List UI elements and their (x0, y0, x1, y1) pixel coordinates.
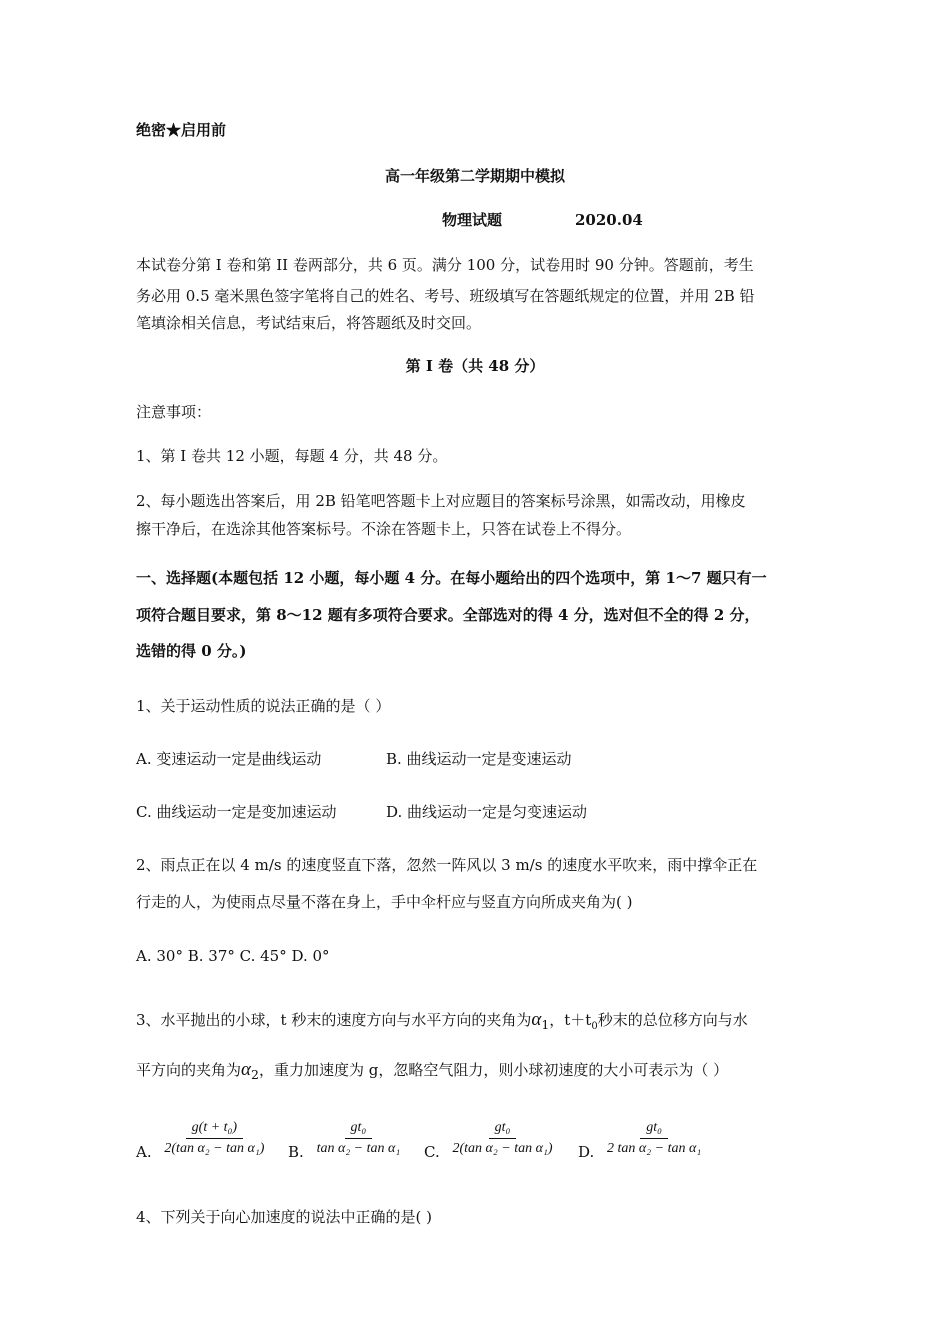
t0-subscript: 0 (591, 1021, 598, 1032)
q3-line-1 (136, 1010, 748, 1037)
intro-line-2: 务必用 0.5 毫米黑色签字笔将自己的姓名、考号、班级填写在答题纸规定的位置，并用 2B 铅 (136, 287, 755, 305)
q1-option-c: C. 曲线运动一定是变加速运动 (136, 803, 337, 821)
exam-title: 高一年级第二学期期中模拟 (384, 167, 565, 185)
note-item-2-line-2: 擦干净后，在选涂其他答案标号。不涂在答题卡上，只答在试卷上不得分。 (136, 520, 632, 538)
intro-line-1: 本试卷分第 I 卷和第 II 卷两部分，共 6 页。满分 100 分，试卷用时 90 分钟。答题前，考生 (136, 256, 754, 274)
q3-option-b (288, 1120, 406, 1161)
q3-line-2-a: 平方向的夹角为 (136, 1061, 242, 1079)
q1-option-d: D. 曲线运动一定是匀变速运动 (386, 803, 588, 821)
note-item-1: 1、第 I 卷共 12 小题，每题 4 分，共 48 分。 (136, 447, 448, 465)
q3-option-b-label: B. (288, 1142, 304, 1161)
q3-line-1-a: 3、水平抛出的小球，t 秒末的速度方向与水平方向的夹角为 (136, 1011, 532, 1029)
q3-line-2 (136, 1060, 728, 1085)
q3-option-a (136, 1120, 270, 1161)
q2-line-2: 行走的人，为使雨点尽量不落在身上，手中伞杆应与竖直方向所成夹角为( ) (136, 893, 633, 911)
q1-option-b: B. 曲线运动一定是变速运动 (386, 750, 572, 768)
q3-line-2-b: ，重力加速度为 g，忽略空气阻力，则小球初速度的大小可表示为（ ） (258, 1061, 729, 1079)
q1-option-a: A. 变速运动一定是曲线运动 (136, 750, 322, 768)
q3-option-a-fraction (158, 1120, 270, 1157)
q3-option-c-label: C. (424, 1142, 440, 1161)
q3-option-d-num: gt₀ (640, 1120, 668, 1139)
alpha2-symbol: α (241, 1059, 251, 1080)
q3-option-c-den: 2(tan α₂ − tan α₁) (452, 1141, 553, 1156)
q3-option-b-den: tan α₂ − tan α₁ (316, 1141, 401, 1156)
note-item-2-line-1: 2、每小题选出答案后，用 2B 铅笔吧答题卡上对应题目的答案标号涂黑，如需改动，用橡皮 (136, 492, 746, 510)
alpha1-symbol: α (531, 1009, 542, 1030)
alpha2-subscript: 2 (251, 1067, 259, 1082)
q3-option-d-den: 2 tan α₂ − tan α₁ (607, 1141, 702, 1156)
q3-option-b-fraction (311, 1120, 407, 1157)
q3-option-a-num: g(t + t₀) (186, 1120, 243, 1139)
section1-line-2: 项符合题目要求，第 8～12 题有多项符合要求。全部选对的得 4 分，选对但不全的得 2 分， (136, 606, 760, 624)
q3-line-1-b: ，t＋t (549, 1011, 592, 1029)
q3-option-a-label: A. (136, 1142, 152, 1161)
exam-date: 2020.04 (575, 211, 643, 229)
q3-option-b-num: gt₀ (345, 1120, 373, 1139)
q3-option-a-den: 2(tan α₂ − tan α₁) (164, 1141, 265, 1156)
q3-option-c-num: gt₀ (489, 1120, 517, 1139)
alpha1-subscript: 1 (541, 1017, 550, 1032)
intro-line-3: 笔填涂相关信息，考试结束后，将答题纸及时交回。 (136, 314, 482, 332)
q1-stem: 1、关于运动性质的说法正确的是（ ） (136, 697, 391, 715)
q3-option-d-fraction (601, 1120, 707, 1157)
q3-option-d-label: D. (578, 1142, 595, 1161)
q4-stem: 4、下列关于向心加速度的说法中正确的是( ) (136, 1208, 433, 1226)
q2-options: A. 30° B. 37° C. 45° D. 0° (136, 947, 330, 965)
subject-title: 物理试题 (442, 211, 503, 229)
part1-title: 第 I 卷（共 48 分） (405, 357, 545, 375)
q3-option-c (424, 1120, 558, 1161)
q2-line-1: 2、雨点正在以 4 m/s 的速度竖直下落，忽然一阵风以 3 m/s 的速度水平吹来，雨中撑伞正在 (136, 856, 758, 874)
secret-label: 绝密★启用前 (136, 121, 227, 139)
q3-option-d (578, 1120, 707, 1161)
q3-line-1-c: 秒末的总位移方向与水 (597, 1011, 748, 1029)
notes-heading: 注意事项： (136, 403, 212, 421)
q3-option-c-fraction (447, 1120, 559, 1157)
section1-line-1: 一、选择题(本题包括 12 小题，每小题 4 分。在每小题给出的四个选项中，第 1～7 题只有一 (136, 569, 767, 587)
section1-line-3: 选错的得 0 分。) (136, 642, 247, 660)
